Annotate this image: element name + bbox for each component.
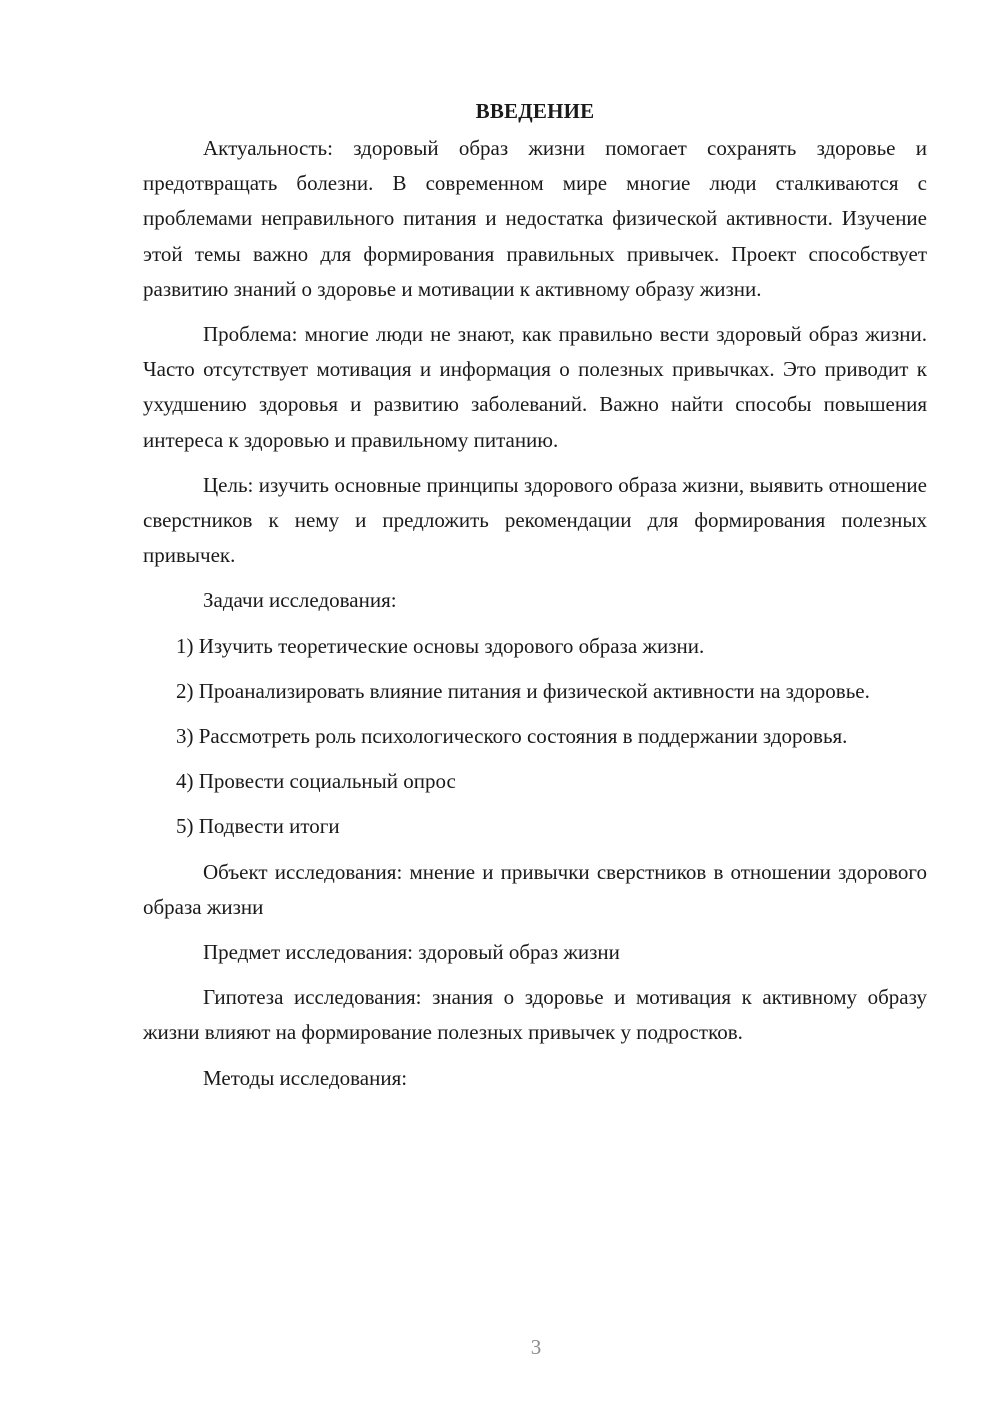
paragraph-methods: Методы исследования:	[203, 1065, 408, 1090]
page-number-container	[0, 1332, 1000, 1362]
paragraph-subject: Предмет исследования: здоровый образ жизни	[203, 940, 620, 965]
list-item: 4) Провести социальный опрос	[176, 769, 456, 794]
page-content	[143, 94, 927, 1106]
list-item: 5) Подвести итоги	[176, 814, 340, 839]
list-item: 3) Рассмотреть роль психологического состояния в поддержании здоровья.	[176, 724, 848, 749]
list-item: 1) Изучить теоретические основы здорового образа жизни.	[176, 633, 705, 658]
list-item: 2) Проанализировать влияние питания и физической активности на здоровье.	[176, 678, 870, 703]
paragraph-goal: Цель: изучить основные принципы здорового образа жизни, выявить отношение сверстников к нему и предложить рекомендации для формирования полезных привычек.	[143, 472, 927, 568]
page-number: 3	[530, 1335, 542, 1359]
page-title: ВВЕДЕНИЕ	[475, 99, 595, 123]
task-list	[143, 629, 927, 845]
paragraph-object: Объект исследования: мнение и привычки сверстников в отношении здорового образа жизни	[143, 859, 927, 919]
paragraph-relevance: Актуальность: здоровый образ жизни помогает сохранять здоровье и предотвращать болезни. В современном мире многие люди сталкиваются с проблемами неправильного питания и недостатка физической активности. Изучение этой темы важно для формирования правильных привычек. Проект способствует развитию знаний о здоровье и мотивации к активному образу жизни.	[143, 136, 927, 301]
paragraph-tasks-heading: Задачи исследования:	[203, 588, 397, 613]
paragraph-hypothesis: Гипотеза исследования: знания о здоровье и мотивация к активному образу жизни влияют на формирование полезных привычек у подростков.	[143, 985, 927, 1045]
paragraph-problem: Проблема: многие люди не знают, как правильно вести здоровый образ жизни. Часто отсутствует мотивация и информация о полезных привычках. Это приводит к ухудшению здоровья и развитию заболеваний. Важно найти способы повышения интереса к здоровью и правильному питанию.	[143, 322, 927, 452]
